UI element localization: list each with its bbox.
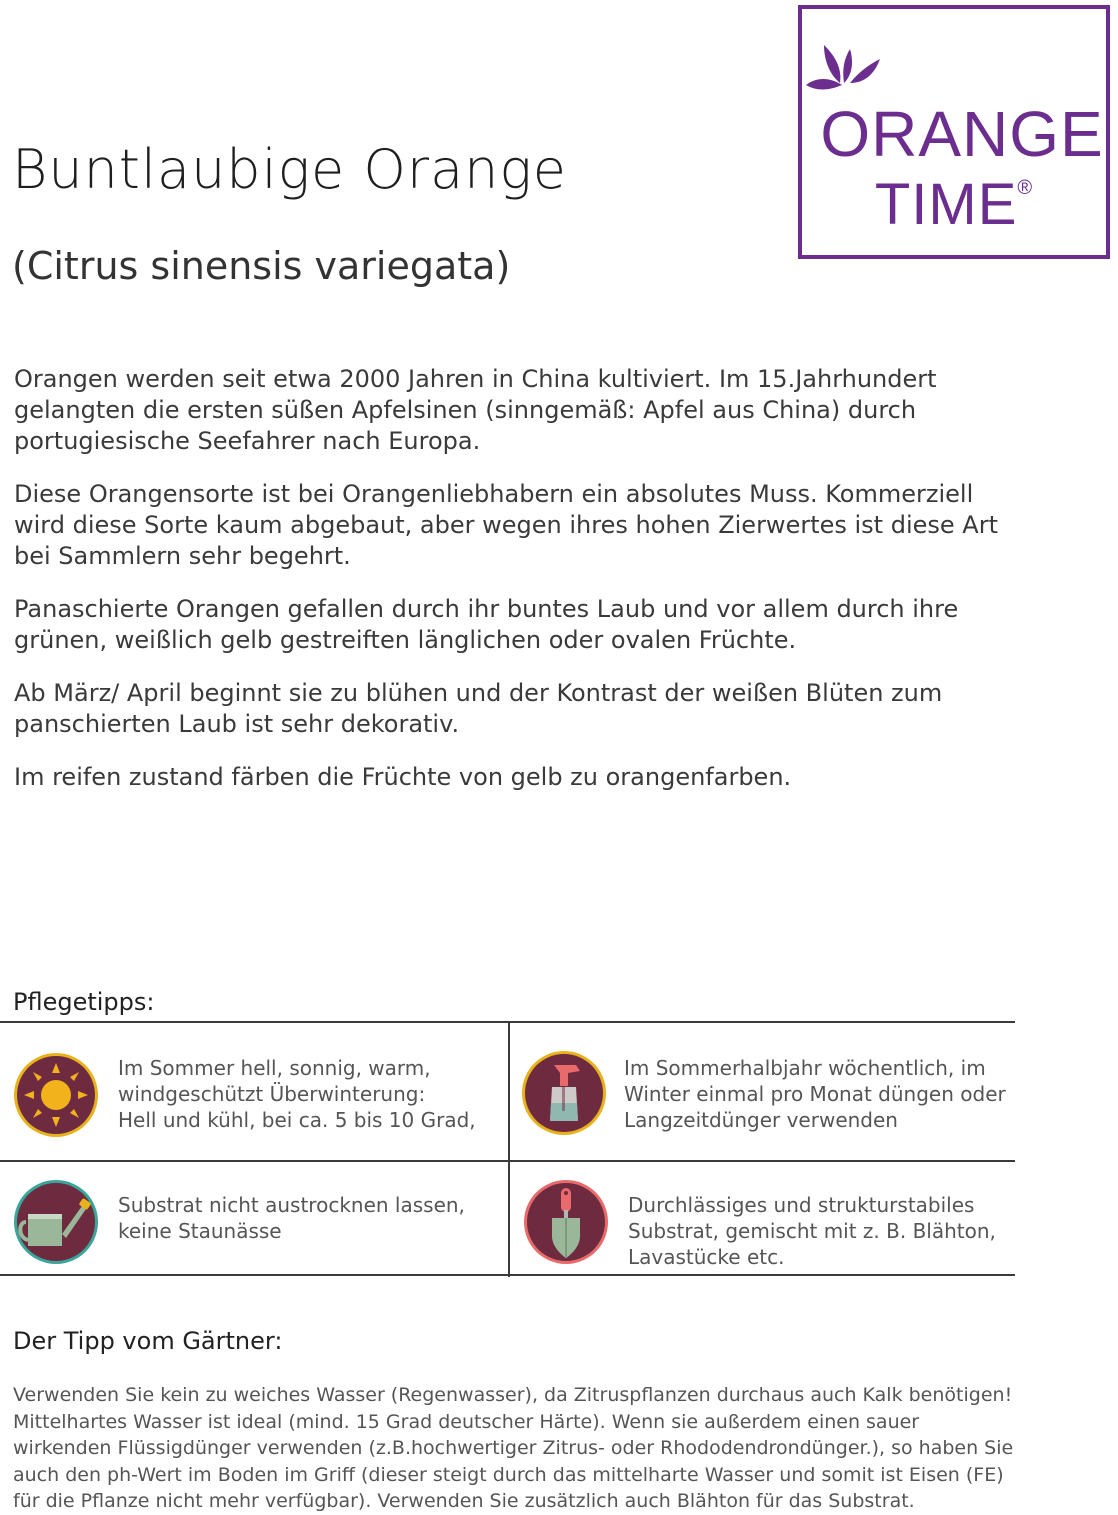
logo-line-orange: ORANGE xyxy=(820,98,1104,170)
spray-bottle-icon xyxy=(520,1049,608,1137)
page-subtitle: (Citrus sinensis variegata) xyxy=(12,244,511,288)
care-text-line: Im Sommer hell, sonnig, warm, xyxy=(118,1056,431,1080)
care-text-line: Substrat nicht austrocknen lassen, xyxy=(118,1193,465,1217)
care-grid-divider xyxy=(0,1274,1015,1276)
care-tip-substrate xyxy=(508,1160,1015,1277)
intro-paragraph: Im reifen zustand färben die Früchte von gelb zu orangenfarben. xyxy=(14,763,792,791)
care-text-line: Lavastücke etc. xyxy=(628,1245,785,1269)
care-title: Pflegetipps: xyxy=(13,988,155,1016)
orange-time-logo xyxy=(798,5,1110,259)
gardener-tip-text: Verwenden Sie kein zu weiches Wasser (Regenwasser), da Zitruspflanzen durchaus auch Kalk benötigen! Mittelhartes Wasser ist ideal (mind. 15 Grad deutscher Härte). Wenn sie außerdem einen sauer wirkenden Flüssigdünger verwenden (z.B.hochwertiger Zitrus- oder Rhododendrondünger.), so haben Sie auch den ph-Wert im Boden im Griff (dieser steigt durch das mittelharte Wasser und somit ist Eisen (FE) für die Pflanze nicht mehr verfügbar). Verwenden Sie zusätzlich auch Blähton für das Substrat. xyxy=(13,1384,1014,1512)
care-text-line: windgeschützt Überwinterung: xyxy=(118,1082,426,1106)
care-text-line: keine Staunässe xyxy=(118,1219,282,1243)
care-text-line: Hell und kühl, bei ca. 5 bis 10 Grad, xyxy=(118,1108,476,1132)
intro-paragraph: Diese Orangensorte ist bei Orangenliebhabern ein absolutes Muss. Kommerziell wird diese Sorte kaum abgebaut, aber wegen ihres hohen Zierwertes ist diese Art bei Sammlern sehr begehrt. xyxy=(14,480,998,570)
care-tip-fertilizer xyxy=(508,1023,1015,1160)
intro-text xyxy=(14,364,1024,815)
care-text-line: Im Sommerhalbjahr wöchentlich, im xyxy=(624,1056,986,1080)
care-text-line: Winter einmal pro Monat düngen oder xyxy=(624,1082,1006,1106)
care-tip-water xyxy=(0,1160,508,1277)
watering-can-icon xyxy=(12,1178,100,1266)
care-tips-grid xyxy=(0,1021,1015,1277)
care-tip-light xyxy=(0,1023,508,1160)
intro-paragraph: Orangen werden seit etwa 2000 Jahren in China kultiviert. Im 15.Jahrhundert gelangten die ersten süßen Apfelsinen (sinngemäß: Apfel aus China) durch portugiesische Seefahrer nach Europa. xyxy=(14,365,937,455)
gardener-tip-title: Der Tipp vom Gärtner: xyxy=(13,1327,283,1355)
intro-paragraph: Panaschierte Orangen gefallen durch ihr buntes Laub und vor allem durch ihre grünen, weißlich gelb gestreiften länglichen oder ovalen Früchte. xyxy=(14,595,959,654)
care-text-line: Durchlässiges und strukturstabiles xyxy=(628,1193,975,1217)
care-text-line: Substrat, gemischt mit z. B. Blähton, xyxy=(628,1219,996,1243)
sun-icon xyxy=(12,1051,100,1139)
trowel-icon xyxy=(522,1178,610,1266)
logo-line-time: TIME® xyxy=(874,172,1034,237)
page-title: Buntlaubige Orange xyxy=(12,138,568,201)
intro-paragraph: Ab März/ April beginnt sie zu blühen und der Kontrast der weißen Blüten zum panschierten Laub ist sehr dekorativ. xyxy=(14,679,943,738)
care-text-line: Langzeitdünger verwenden xyxy=(624,1108,898,1132)
